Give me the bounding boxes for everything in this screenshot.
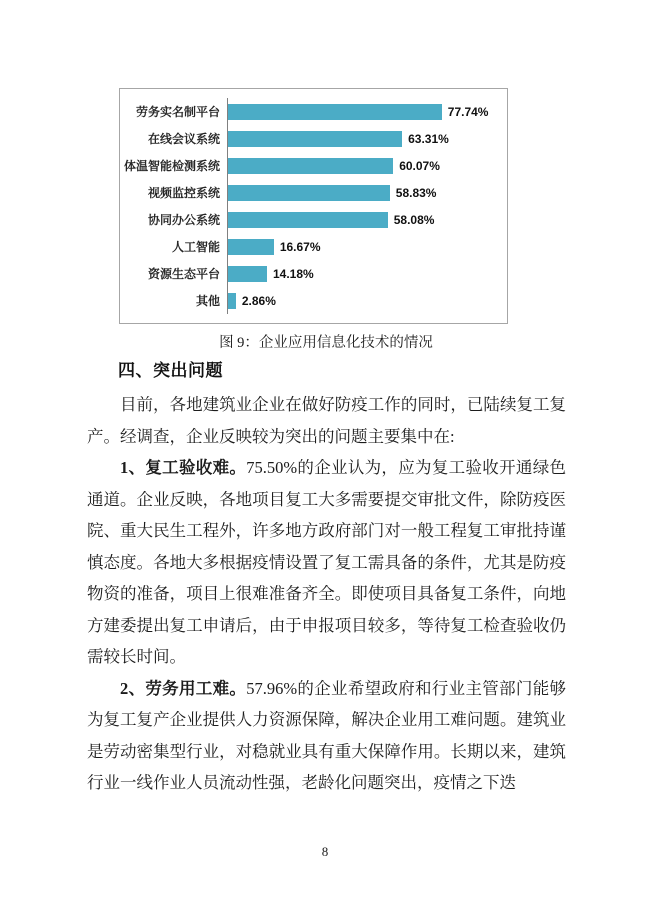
paragraph-lead: 1、复工验收难。 [120, 458, 247, 477]
chart-row [120, 233, 503, 260]
bar [228, 266, 267, 282]
plot-area [227, 233, 503, 260]
chart-row [120, 125, 503, 152]
bar [228, 239, 274, 255]
plot-area [227, 179, 503, 206]
category-label: 人工智能 [171, 240, 220, 254]
bar [228, 293, 236, 309]
category-label: 体温智能检测系统 [123, 159, 220, 173]
paragraph-lead: 2、劳务用工难。 [120, 678, 247, 698]
bar [228, 104, 442, 120]
value-label: 77.74% [447, 104, 489, 119]
chart-row [120, 179, 503, 206]
value-label: 16.67% [279, 239, 321, 254]
paragraph-text: 目前，各地建筑业企业在做好防疫工作的同时，已陆续复工复产。经调查，企业反映较为突出的问题主要集中在: [87, 395, 566, 446]
value-label: 58.83% [395, 185, 437, 200]
chart-row [120, 98, 503, 125]
paragraph [87, 673, 566, 799]
paragraph [87, 389, 566, 452]
bar [228, 212, 388, 228]
category-label: 其他 [195, 294, 220, 308]
plot-area [227, 125, 503, 152]
value-label: 60.07% [399, 158, 440, 173]
category-label: 资源生态平台 [147, 267, 220, 281]
bar [228, 131, 402, 147]
chart-row [120, 260, 503, 287]
bar [228, 158, 393, 174]
value-label: 58.08% [393, 212, 435, 227]
category-label: 视频监控系统 [147, 186, 220, 200]
chart-row [120, 206, 503, 233]
body-text [87, 389, 566, 799]
bar-chart [119, 88, 508, 324]
category-label: 协同办公系统 [147, 213, 220, 227]
category-label: 在线会议系统 [147, 132, 220, 146]
plot-area [227, 206, 503, 233]
plot-area [227, 287, 503, 314]
value-label: 2.86% [241, 293, 276, 308]
bar [228, 185, 390, 201]
value-label: 14.18% [272, 266, 314, 281]
section-heading: 四、突出问题 [118, 361, 223, 380]
paragraph [87, 452, 566, 673]
paragraph-text: 75.50%的企业认为，应为复工验收开通绿色通道。企业反映，各地项目复工大多需要提交审批文件，除防疫医院、重大民生工程外，许多地方政府部门对一般工程复工审批持谨慎态度。各地大多根据疫情设置了复工需具备的条件，尤其是防疫物资的准备，项目上很难准备齐全。即使项目具备复工条件，向地方建委提出复工申请后，由于申报项目较多，等待复工检查验收仍需较长时间。 [87, 458, 567, 666]
plot-area [227, 98, 503, 125]
plot-area [227, 152, 503, 179]
value-label: 63.31% [408, 131, 449, 146]
category-label: 劳务实名制平台 [135, 105, 220, 119]
chart-row [120, 152, 503, 179]
chart-row [120, 287, 503, 314]
paragraph-text: 57.96%的企业希望政府和行业主管部门能够为复工复产企业提供人力资源保障，解决企业用工难问题。建筑业是劳动密集型行业，对稳就业具有重大保障作用。长期以来，建筑行业一线作业人员流动性强，老龄化问题突出，疫情之下迭 [87, 678, 567, 792]
plot-area [227, 260, 503, 287]
page-number: 8 [321, 844, 329, 859]
figure-caption: 图 9：企业应用信息化技术的情况 [219, 335, 433, 351]
